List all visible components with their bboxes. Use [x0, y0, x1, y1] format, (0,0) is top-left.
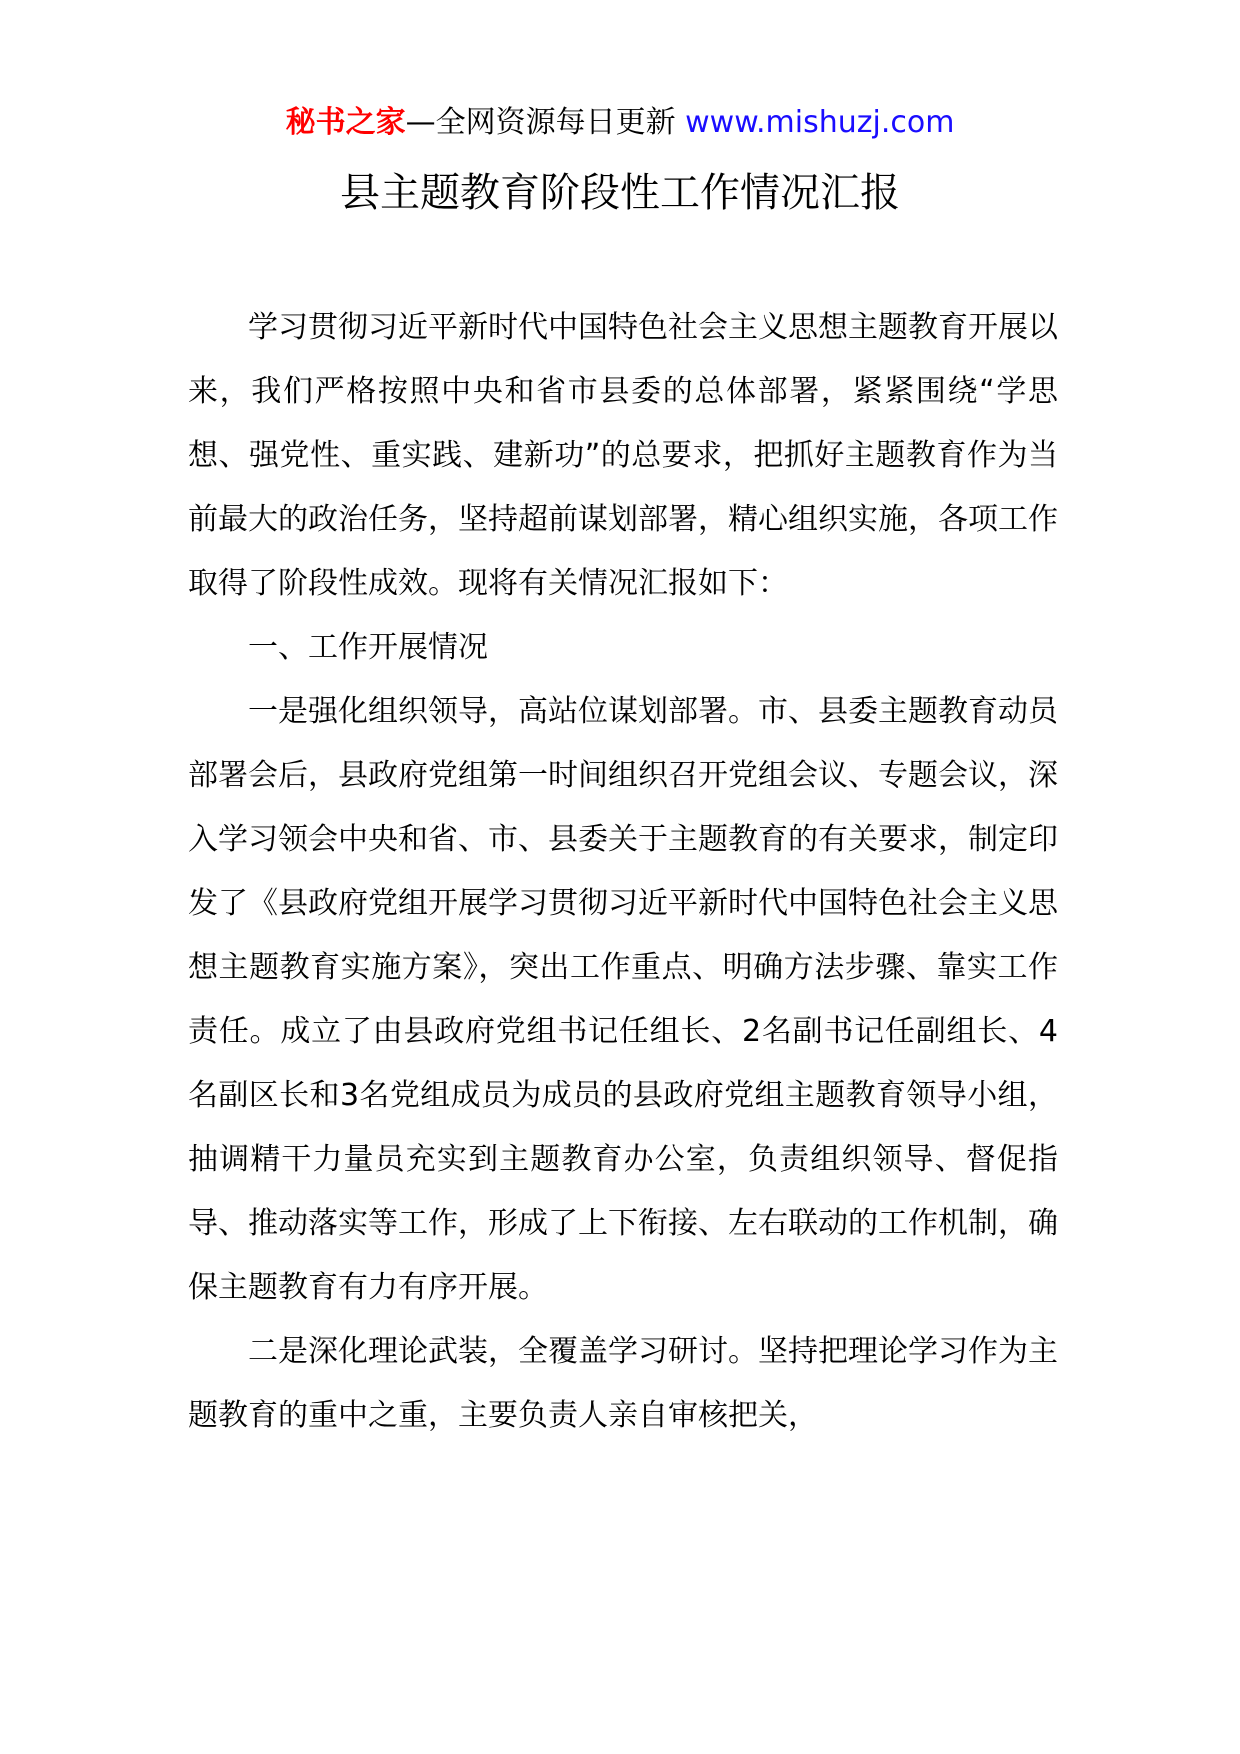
section-heading: 一、工作开展情况 — [248, 630, 488, 665]
document-body — [188, 296, 1058, 1448]
document-title: 县主题教育阶段性工作情况汇报 — [340, 170, 900, 216]
header-slogan: —全网资源每日更新 — [405, 105, 686, 140]
paragraph-item-1: 一是强化组织领导，高站位谋划部署。市、县委主题教育动员部署会后，县政府党组第一时间组织召开党组会议、专题会议，深入学习领会中央和省、市、县委关于主题教育的有关要求，制定印发了《县政府党组开展学习贯彻习近平新时代中国特色社会主义思想主题教育实施方案》，突出工作重点、明确方法步骤、靠实工作责任。成立了由县政府党组书记任组长、2名副书记任副组长、4名副区长和3名党组成员为成员的县政府党组主题教育领导小组，抽调精干力量员充实到主题教育办公室，负责组织领导、督促指导、推动落实等工作，形成了上下衔接、左右联动的工作机制，确保主题教育有力有序开展。 — [188, 694, 1058, 1305]
site-url-link[interactable]: www.mishuzj.com — [685, 105, 955, 140]
paragraph-intro: 学习贯彻习近平新时代中国特色社会主义思想主题教育开展以来，我们严格按照中央和省市县委的总体部署，紧紧围绕“学思想、强党性、重实践、建新功”的总要求，把抓好主题教育作为当前最大的政治任务，坚持超前谋划部署，精心组织实施，各项工作取得了阶段性成效。现将有关情况汇报如下： — [188, 310, 1058, 601]
site-header — [0, 103, 1240, 143]
brand-name: 秘书之家 — [285, 105, 406, 140]
paragraph-item-2: 二是深化理论武装，全覆盖学习研讨。坚持把理论学习作为主题教育的重中之重，主要负责人亲自审核把关， — [188, 1334, 1058, 1433]
